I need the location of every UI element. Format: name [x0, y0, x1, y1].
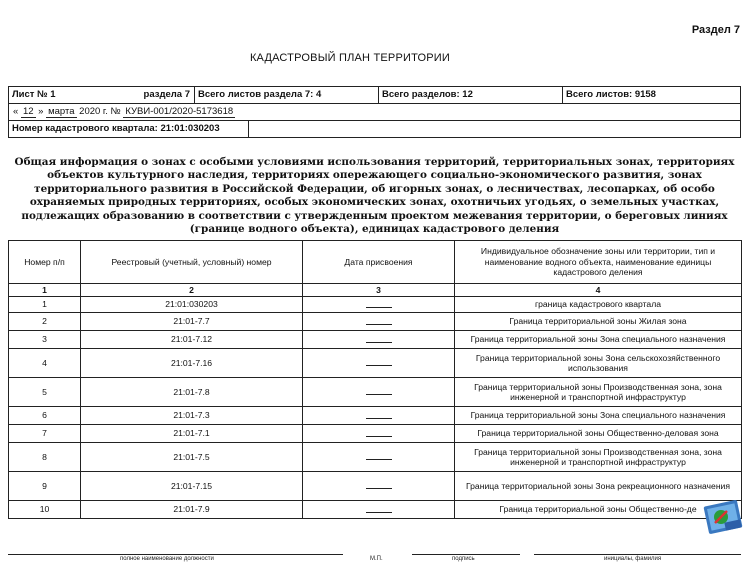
sheet-number-cell [9, 87, 195, 103]
row-number: 6 [9, 407, 81, 425]
date-open-quote: « [13, 106, 19, 117]
date-month: марта [48, 106, 75, 117]
table-row [9, 349, 742, 378]
total-sheets-section: Всего листов раздела 7: 4 [195, 87, 379, 103]
row-designation: Граница территориальной зоны Жилая зона [455, 313, 742, 331]
position-line [8, 554, 343, 555]
row-date [303, 501, 455, 519]
date-blank-line [366, 480, 392, 489]
date-day: 12 [22, 106, 34, 117]
row-number: 3 [9, 331, 81, 349]
row-registry: 21:01-7.16 [81, 349, 303, 378]
row-designation: Граница территориальной зоны Общественно-де [455, 501, 742, 519]
total-sheets: Всего листов: 9158 [566, 89, 656, 100]
row-date [303, 443, 455, 472]
zones-table [8, 240, 742, 519]
date-blank-line [366, 386, 392, 395]
col-number: 2 [81, 284, 303, 297]
table-row [9, 378, 742, 407]
row-designation: Граница территориальной зоны Зона специального назначения [455, 331, 742, 349]
row-date [303, 331, 455, 349]
col-number: 3 [303, 284, 455, 297]
footer-position-label: полное наименование должности [120, 556, 214, 562]
row-registry: 21:01-7.7 [81, 313, 303, 331]
quarter-number: Номер кадастрового квартала: 21:01:030203 [9, 121, 249, 137]
row-registry: 21:01:030203 [81, 297, 303, 313]
date-blank-line [366, 410, 392, 419]
row-date [303, 425, 455, 443]
row-number: 8 [9, 443, 81, 472]
row-number: 5 [9, 378, 81, 407]
table-row [9, 313, 742, 331]
col-header-registry: Реестровый (учетный, условный) номер [81, 241, 303, 284]
date-blank-line [366, 504, 392, 513]
sheet-number: Лист № 1 [12, 89, 56, 100]
number-value: КУВИ-001/2020-5173618 [125, 106, 234, 117]
row-designation: Граница территориальной зоны Зона специального назначения [455, 407, 742, 425]
row-registry: 21:01-7.3 [81, 407, 303, 425]
total-sections: Всего разделов: 12 [379, 87, 563, 103]
col-number: 4 [455, 284, 742, 297]
date-blank-line [366, 428, 392, 437]
row-number: 7 [9, 425, 81, 443]
table-row [9, 407, 742, 425]
row-registry: 21:01-7.8 [81, 378, 303, 407]
table-row [9, 443, 742, 472]
row-number: 10 [9, 501, 81, 519]
col-header-designation: Индивидуальное обозначение зоны или территории, тип и наименование водного объекта, наименование единицы кадастрового деления [455, 241, 742, 284]
col-header-date: Дата присвоения [303, 241, 455, 284]
row-designation: Граница территориальной зоны Производственная зона, зона инженерной и транспортной инфраструктур [455, 443, 742, 472]
page-title: КАДАСТРОВЫЙ ПЛАН ТЕРРИТОРИИ [249, 52, 451, 64]
row-designation: Граница территориальной зоны Общественно-деловая зона [455, 425, 742, 443]
table-row [9, 472, 742, 501]
footer-initials-label: инициалы, фамилия [604, 556, 662, 562]
date-number-row [9, 104, 740, 120]
row-date [303, 378, 455, 407]
section-heading: Общая информация о зонах с особыми условиями использования территорий, территориальных зонах, территориях объектов культурного наследия, территориях опережающего социально-экономического развития, зонах территориального развития в Российской Федерации, об игорных зонах, о лесничествах, лесопарках, об особо охраняемых природных территориях, особых экономических зонах, охотничьих угодьях, о земельных участках, подлежащих образованию в соответствии с утвержденным проектом межевания территории, о береговых линиях (границе водного объекта), единицах кадастрового деления [14, 156, 735, 236]
signature-line [412, 554, 520, 555]
row-date [303, 313, 455, 331]
date-blank-line [366, 334, 392, 343]
row-designation: граница кадастрового квартала [455, 297, 742, 313]
footer-stamp-label: М.П. [370, 556, 383, 562]
sheet-section: раздела 7 [143, 89, 190, 100]
row-date [303, 297, 455, 313]
row-registry: 21:01-7.9 [81, 501, 303, 519]
column-number-row [9, 284, 742, 297]
quarter-empty-cell [249, 121, 740, 137]
row-date [303, 407, 455, 425]
table-row [9, 501, 742, 519]
date-blank-line [366, 357, 392, 366]
row-number: 2 [9, 313, 81, 331]
row-number: 4 [9, 349, 81, 378]
section-label: Раздел 7 [691, 24, 740, 36]
col-number: 1 [9, 284, 81, 297]
table-row [9, 425, 742, 443]
row-date [303, 472, 455, 501]
row-registry: 21:01-7.1 [81, 425, 303, 443]
row-number: 1 [9, 297, 81, 313]
row-designation: Граница территориальной зоны Производственная зона, зона инженерной и транспортной инфраструктур [455, 378, 742, 407]
date-year: 2020 г. [79, 106, 108, 117]
row-number: 9 [9, 472, 81, 501]
initials-line [534, 554, 741, 555]
row-registry: 21:01-7.12 [81, 331, 303, 349]
date-blank-line [366, 316, 392, 325]
date-close-quote: » [38, 106, 44, 117]
row-designation: Граница территориальной зоны Зона рекреационного назначения [455, 472, 742, 501]
date-blank-line [366, 299, 392, 308]
row-registry: 21:01-7.15 [81, 472, 303, 501]
date-blank-line [366, 451, 392, 460]
number-label: № [110, 106, 121, 117]
watermark-logo-icon [703, 497, 745, 537]
table-row [9, 331, 742, 349]
row-registry: 21:01-7.5 [81, 443, 303, 472]
sheet-header [8, 86, 741, 138]
footer-signature-label: подпись [452, 556, 475, 562]
col-header-number: Номер п/п [9, 241, 81, 284]
table-header-row [9, 241, 742, 284]
row-date [303, 349, 455, 378]
table-row [9, 297, 742, 313]
row-designation: Граница территориальной зоны Зона сельскохозяйственного использования [455, 349, 742, 378]
